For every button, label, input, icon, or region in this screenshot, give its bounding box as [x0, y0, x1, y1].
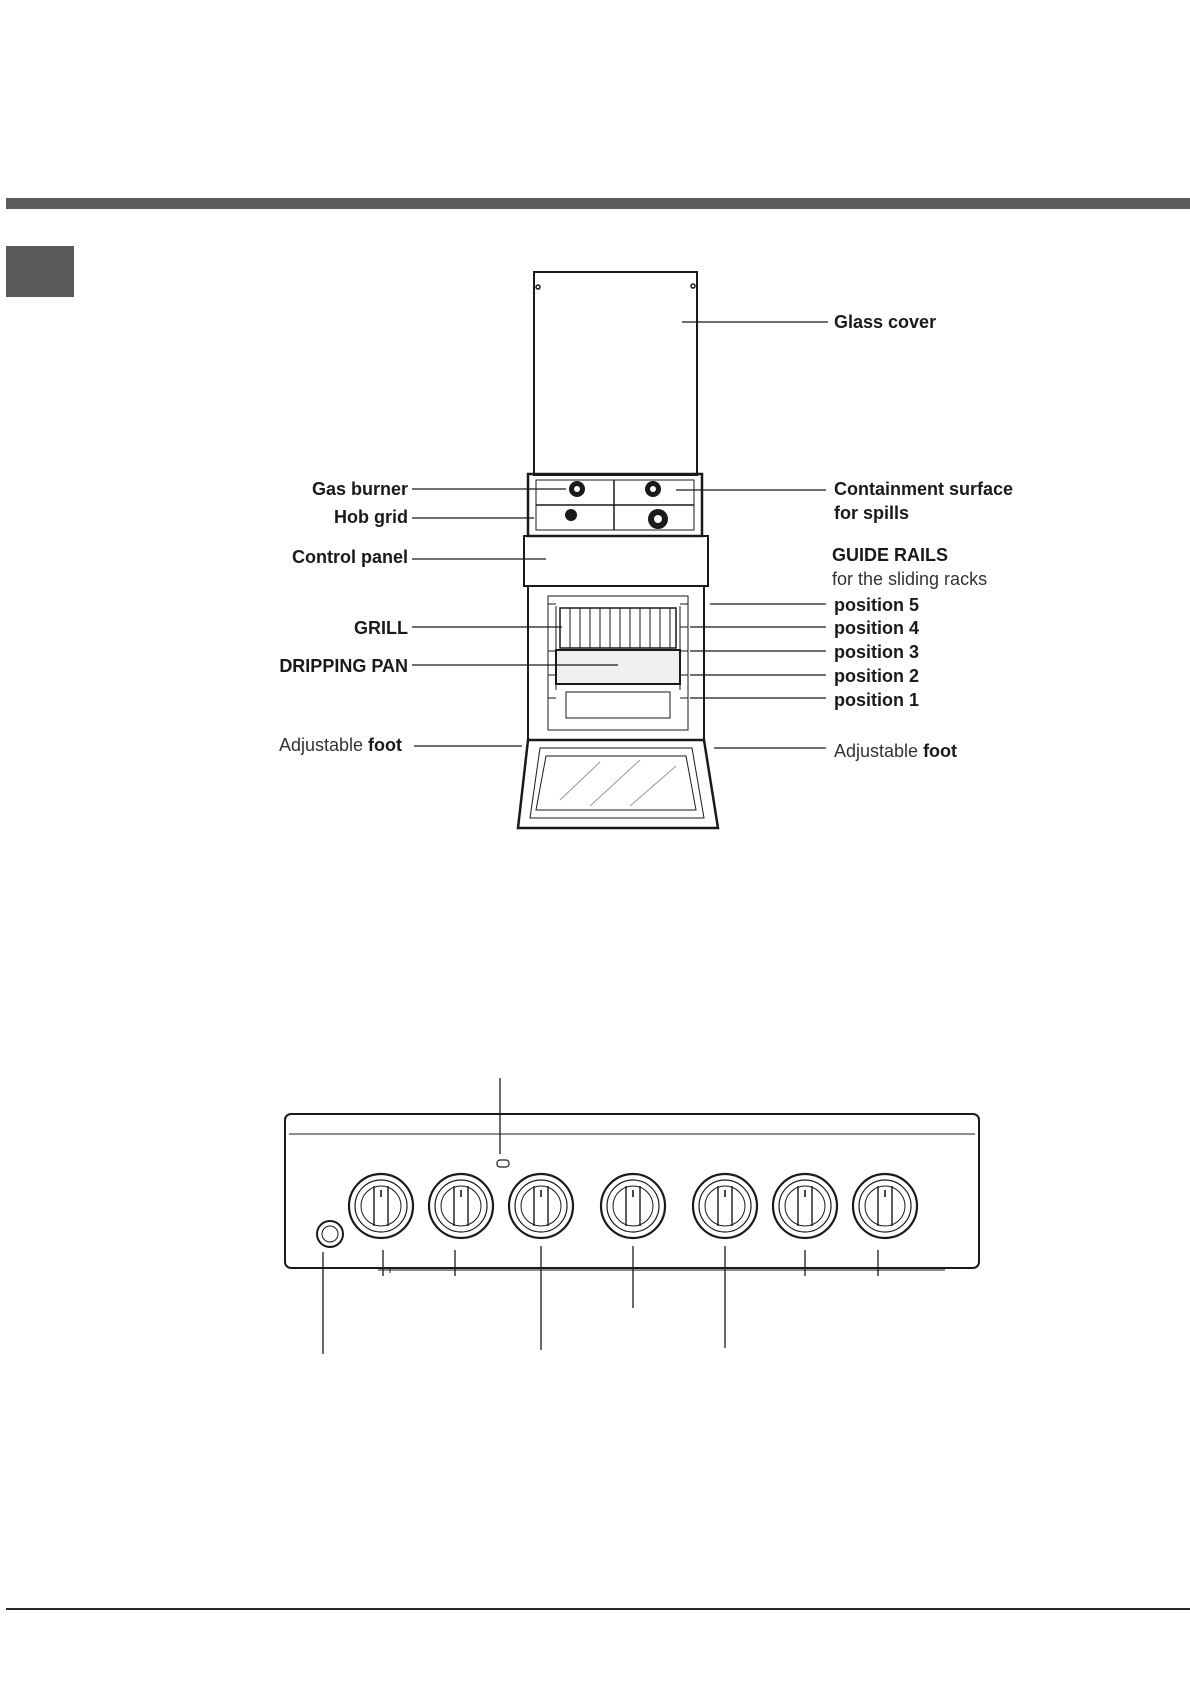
- control-panel-front: [285, 1114, 979, 1273]
- label-guide-rails-sub: for the sliding racks: [832, 569, 988, 589]
- control-panel-strip: [524, 536, 708, 586]
- label-glass-cover: Glass cover: [834, 312, 937, 332]
- adjustable-right-bold: foot: [923, 741, 958, 761]
- label-dripping-pan: DRIPPING PAN: [279, 656, 408, 676]
- label-control-panel: Control panel: [292, 547, 408, 567]
- label-adjustable-foot-right: [834, 740, 957, 762]
- label-adjustable-foot-left: [200, 734, 402, 756]
- label-position-3: position 3: [834, 642, 919, 662]
- control-knob: [853, 1174, 917, 1238]
- adjustable-left-bold: foot: [368, 735, 402, 755]
- label-hob-grid: Hob grid: [334, 507, 408, 527]
- label-gas-burner: Gas burner: [311, 479, 408, 499]
- label-containment-surface: Containment surface: [834, 479, 1014, 499]
- label-position-5: position 5: [834, 595, 919, 615]
- label-guide-rails: GUIDE RAILS: [832, 545, 949, 565]
- oven-door: [518, 740, 718, 828]
- control-knob: [773, 1174, 837, 1238]
- control-knob: [349, 1174, 413, 1238]
- glass-cover-panel: [534, 272, 697, 475]
- control-knob: [693, 1174, 757, 1238]
- dripping-pan: [556, 650, 680, 684]
- label-position-2: position 2: [834, 666, 919, 686]
- control-knob: [509, 1174, 573, 1238]
- control-knob: [601, 1174, 665, 1238]
- adjustable-right-prefix: Adjustable: [834, 741, 924, 761]
- label-position-4: position 4: [834, 618, 919, 638]
- adjustable-left-prefix: Adjustable: [278, 735, 369, 755]
- label-containment-surface-2: for spills: [834, 503, 910, 523]
- label-position-1: position 1: [834, 690, 919, 710]
- grill-rack: [560, 608, 676, 648]
- label-grill: GRILL: [354, 618, 408, 638]
- control-knob: [429, 1174, 493, 1238]
